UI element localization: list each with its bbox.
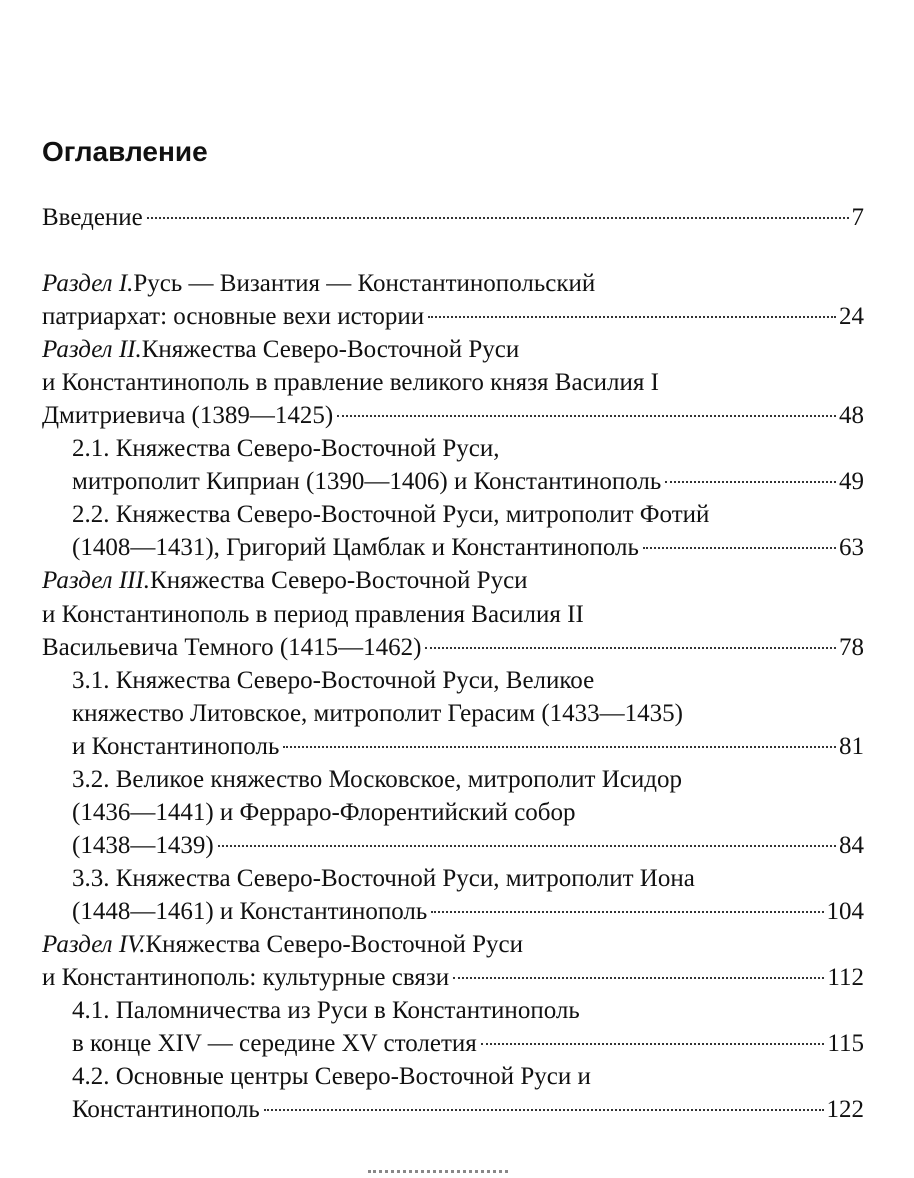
page-number: 7	[851, 204, 864, 231]
toc-entry-text-line	[42, 267, 864, 301]
page-number: 49	[839, 468, 864, 495]
section-label: Раздел IV.	[42, 931, 146, 958]
toc-entry-text: Константинополь	[72, 1096, 260, 1123]
toc-entry-text-line	[42, 366, 864, 400]
dot-leader	[431, 911, 823, 913]
toc-entry-text: Русь — Византия — Константинопольский	[133, 270, 596, 297]
toc-entry-text: и Константинополь в правление великого князя Василия I	[42, 369, 659, 396]
toc-entry-line	[72, 531, 864, 565]
toc-entry-text: в конце XIV — середине XV столетия	[72, 1030, 477, 1057]
page-number: 81	[839, 733, 864, 760]
dot-leader	[643, 547, 836, 549]
toc-entry-text: 3.3. Княжества Северо-Восточной Руси, митрополит Иона	[72, 865, 695, 892]
toc-entry-text-line	[42, 333, 864, 367]
toc-entry-text-line	[72, 664, 864, 698]
toc-entry-text-line	[42, 564, 864, 598]
toc-entry-text: 4.1. Паломничества из Руси в Константинополь	[72, 997, 580, 1024]
toc-entry-text: митрополит Киприан (1390—1406) и Константинополь	[72, 468, 662, 495]
toc-entry-line	[72, 1093, 864, 1127]
toc-entry-text: Введение	[42, 204, 143, 231]
section-label: Раздел II.	[42, 336, 142, 363]
toc-entry-text: и Константинополь	[72, 733, 280, 760]
page-number: 115	[827, 1030, 864, 1057]
toc-entry-text-line	[72, 796, 864, 830]
page-number: 48	[839, 402, 864, 429]
dot-leader	[428, 316, 836, 318]
page-number: 104	[826, 898, 864, 925]
section-label: Раздел I.	[42, 270, 134, 297]
toc-entry-line	[72, 1027, 864, 1061]
page-number: 112	[827, 964, 864, 991]
page-number: 122	[826, 1096, 864, 1123]
dot-leader	[147, 217, 849, 219]
toc-entry-line	[72, 895, 864, 929]
toc-entry-line	[42, 201, 864, 235]
toc-entry-line	[72, 829, 864, 863]
toc-entry-text: Княжества Северо-Восточной Руси	[145, 931, 523, 958]
toc-entry-text-line	[72, 697, 864, 731]
dot-leader	[283, 746, 836, 748]
toc-entry-text-line	[72, 432, 864, 466]
toc-entry-text: 2.2. Княжества Северо-Восточной Руси, митрополит Фотий	[72, 501, 710, 528]
toc-entry-text: и Константинополь в период правления Василия II	[42, 601, 584, 628]
toc-entry-text: Княжества Северо-Восточной Руси	[150, 567, 528, 594]
page-number: 78	[839, 634, 864, 661]
toc-entry-text-line	[72, 1060, 864, 1094]
toc-entry-text: Дмитриевича (1389—1425)	[42, 402, 334, 429]
toc-entry-text: Княжества Северо-Восточной Руси	[141, 336, 520, 363]
page-number: 63	[839, 534, 864, 561]
toc-entry-text: княжество Литовское, митрополит Герасим (1433—1435)	[72, 700, 683, 727]
toc-entry-text-line	[72, 498, 864, 532]
dot-leader	[337, 415, 836, 417]
toc-entry-text: (1448—1461) и Константинополь	[72, 898, 428, 925]
dot-leader	[264, 1109, 824, 1111]
toc-entry-line	[72, 730, 864, 764]
toc-entry-text: 3.2. Великое княжество Московское, митрополит Исидор	[72, 766, 682, 793]
toc-entry-text: (1438—1439)	[72, 832, 214, 859]
toc-entry-text: 3.1. Княжества Северо-Восточной Руси, Великое	[72, 667, 595, 694]
toc-entry-text-line	[42, 598, 864, 632]
toc-entry-text: патриархат: основные вехи истории	[42, 303, 425, 330]
toc-entry-line	[72, 465, 864, 499]
toc-entry-text: 2.1. Княжества Северо-Восточной Руси,	[72, 435, 500, 462]
dot-leader	[453, 977, 824, 979]
toc-entry-text: Васильевича Темного (1415—1462)	[42, 634, 422, 661]
toc-entry-text-line	[72, 763, 864, 797]
toc-entry-line	[42, 961, 864, 995]
page-number: 24	[839, 303, 864, 330]
toc-entry-line	[42, 300, 864, 334]
page-footer-ornament	[368, 1170, 508, 1177]
toc-entry-text-line	[72, 994, 864, 1028]
toc-entry-text: (1436—1441) и Ферраро-Флорентийский собор	[72, 799, 576, 826]
toc-entry-text: и Константинополь: культурные связи	[42, 964, 450, 991]
dot-leader	[425, 647, 836, 649]
dot-leader	[481, 1043, 825, 1045]
section-label: Раздел III.	[42, 567, 151, 594]
dot-leader	[665, 481, 836, 483]
toc-entry-text: 4.2. Основные центры Северо-Восточной Руси и	[72, 1063, 591, 1090]
toc-entry-text-line	[42, 928, 864, 962]
toc-entry-line	[42, 631, 864, 665]
page-title: Оглавление	[42, 136, 208, 167]
toc-entry-text-line	[72, 862, 864, 896]
toc-entry-text: (1408—1431), Григорий Цамблак и Константинополь	[72, 534, 639, 561]
dot-leader	[218, 845, 836, 847]
toc-entry-line	[42, 399, 864, 433]
page-number: 84	[839, 832, 864, 859]
